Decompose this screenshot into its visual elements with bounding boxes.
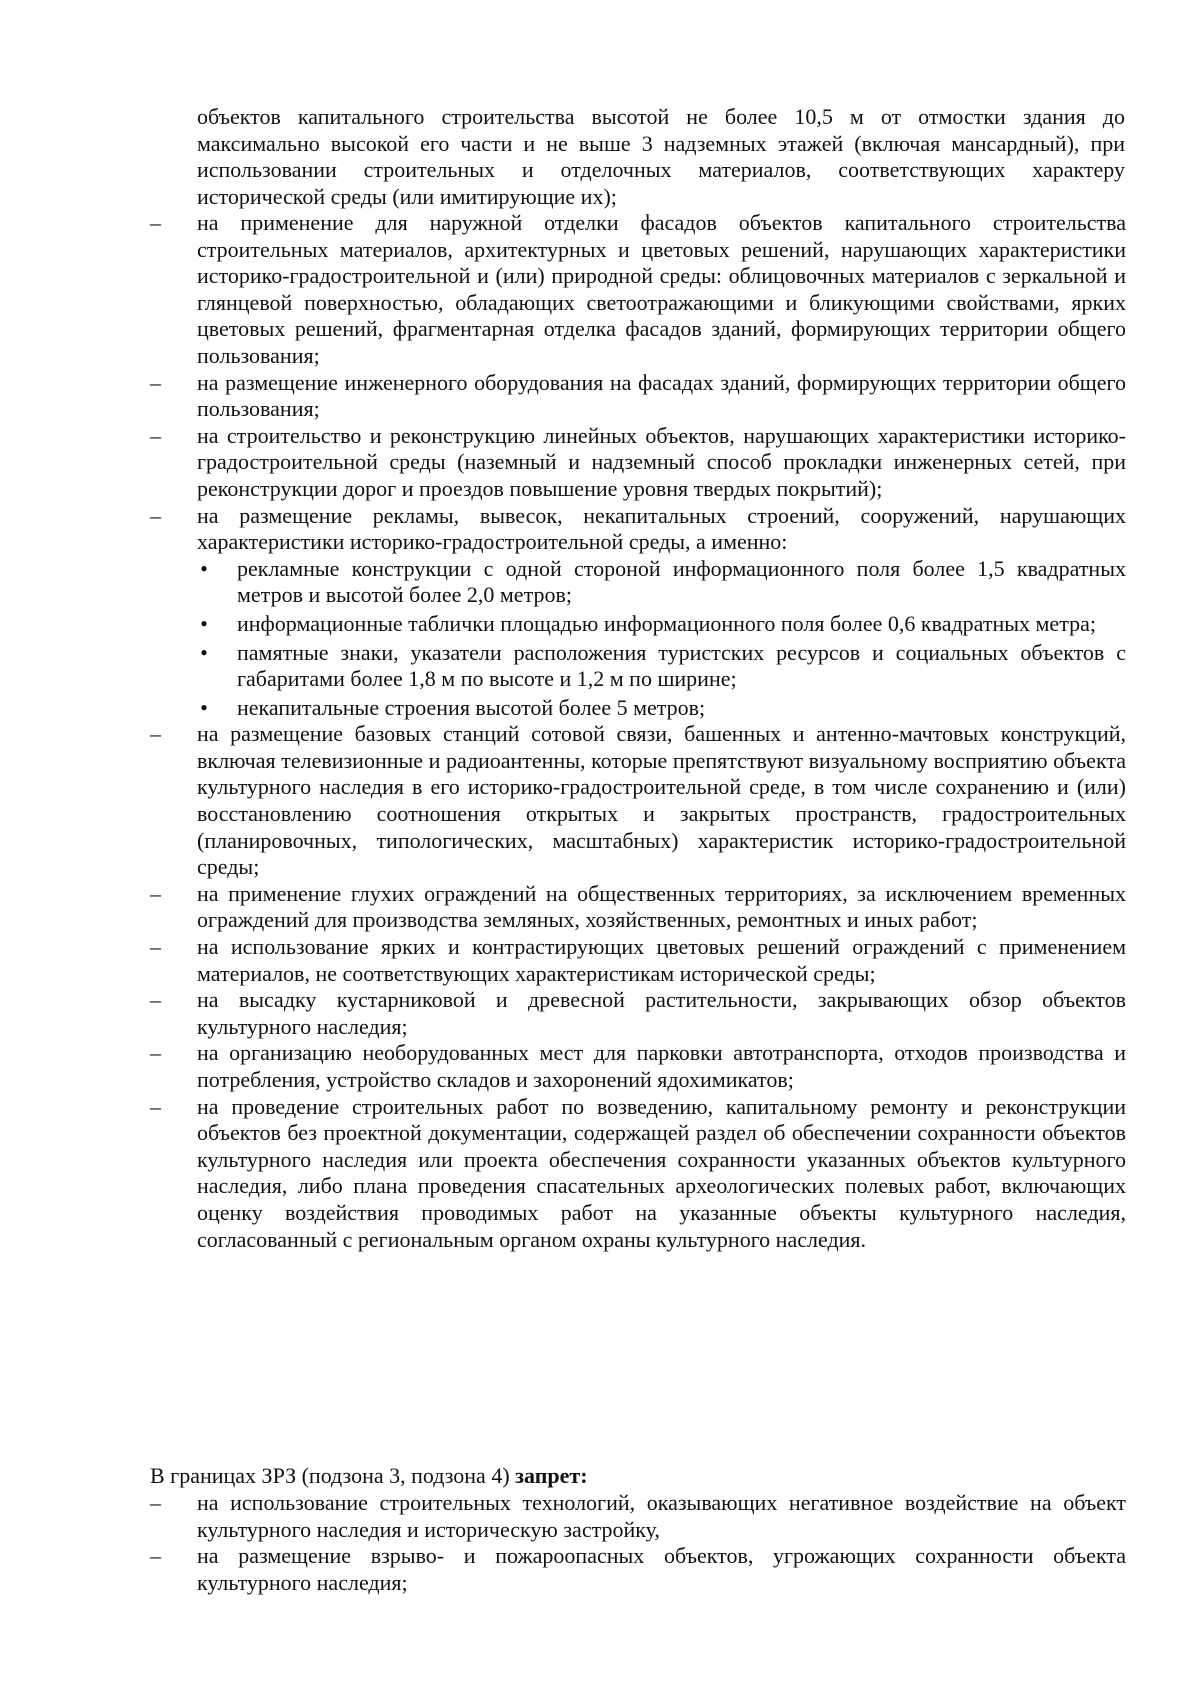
sublist-item-text: некапитальные строения высотой более 5 метров; <box>237 694 706 720</box>
dash-marker: – <box>150 1040 161 1066</box>
list-item <box>150 1543 1126 1596</box>
bullet-marker: • <box>200 639 208 665</box>
section-heading-bold: запрет: <box>515 1463 588 1488</box>
list-item-text: на размещение взрыво- и пожароопасных объектов, угрожающих сохранности объекта культурного наследия; <box>197 1543 1126 1595</box>
list-item-text: на использование строительных технологий, оказывающих негативное воздействие на объект культурного наследия и историческую застройку, <box>197 1490 1126 1542</box>
list-item <box>150 1040 1126 1093</box>
dash-marker: – <box>150 369 161 395</box>
sublist-item-text: информационные таблички площадью информационного поля более 0,6 квадратных метра; <box>237 610 1096 636</box>
dash-marker: – <box>150 880 161 906</box>
bullet-marker: • <box>200 694 208 720</box>
list-item-text: на размещение базовых станций сотовой связи, башенных и антенно-мачтовых конструкций, включая телевизионные и радиоантенны, которые препятствуют визуальному восприятию объекта культурного наследия в его историко-градостроительной среде, в том числе сохранению и (или) восстановлению соотношения открытых и закрытых пространств, градостроительных (планировочных, типологических, масштабных) характеристик историко-градостроительной среды; <box>197 721 1126 880</box>
section-heading <box>150 1463 1126 1490</box>
dash-marker: – <box>150 502 161 528</box>
advertising-sublist <box>197 556 1126 722</box>
sublist-item <box>197 556 1126 609</box>
list-item-text: на организацию необорудованных мест для парковки автотранспорта, отходов производства и потребления, устройство складов и захоронений ядохимикатов; <box>197 1040 1126 1092</box>
list-item <box>150 210 1126 370</box>
list-item-text: на проведение строительных работ по возведению, капитальному ремонту и реконструкции объектов без проектной документации, содержащей раздел об обеспечении сохранности объектов культурного наследия или проекта обеспечения сохранности указанных объектов культурного наследия, либо плана проведения спасательных археологических полевых работ, включающих оценку воздействия проводимых работ на указанные объекты культурного наследия, согласованный с региональным органом охраны культурного наследия. <box>197 1093 1126 1252</box>
sublist-item <box>197 695 1126 722</box>
restrictions-list <box>150 210 1126 1253</box>
continuation-paragraph: объектов капитального строительства высотой не более 10,5 м от отмостки здания до максимально высокой его части и не выше 3 надземных этажей (включая мансардный), при использовании строительных и отделочных материалов, соответствующих характеру исторической среды (или имитирующие их); <box>197 104 1125 209</box>
bullet-marker: • <box>200 555 208 581</box>
sublist-item-text: памятные знаки, указатели расположения туристских ресурсов и социальных объектов с габаритами более 1,8 м по высоте и 1,2 м по ширине; <box>237 639 1126 692</box>
dash-marker: – <box>150 422 161 448</box>
sublist-item <box>197 640 1126 693</box>
list-item <box>150 1490 1126 1543</box>
list-item-text: на использование ярких и контрастирующих цветовых решений ограждений с применением материалов, не соответствующих характеристикам исторической среды; <box>197 934 1126 986</box>
list-item-text: на применение для наружной отделки фасадов объектов капитального строительства строительных материалов, архитектурных и цветовых решений, нарушающих характеристики историко-градостроительной и (или) природной среды: облицовочных материалов с зеркальной и глянцевой поверхностью, обладающих светоотражающими и бликующими свойствами, ярких цветовых решений, фрагментарная отделка фасадов зданий, формирующих территории общего пользования; <box>197 210 1126 368</box>
list-item <box>150 423 1126 503</box>
list-item-text: на размещение рекламы, вывесок, некапитальных строений, сооружений, нарушающих характеристики историко-градостроительной среды, а именно: <box>197 502 1126 555</box>
list-item <box>150 881 1126 934</box>
list-item <box>150 934 1126 987</box>
dash-marker: – <box>150 1543 161 1569</box>
list-item <box>150 1094 1126 1254</box>
dash-marker: – <box>150 1490 161 1515</box>
sublist-item <box>197 611 1126 638</box>
zrz-restrictions-list <box>150 1490 1126 1596</box>
list-item-text: на высадку кустарниковой и древесной растительности, закрывающих обзор объектов культурного наследия; <box>197 987 1126 1039</box>
list-item-text: на строительство и реконструкцию линейных объектов, нарушающих характеристики историко-градостроительной среды (наземный и надземный способ прокладки инженерных сетей, при реконструкции дорог и проездов повышение уровня твердых покрытий); <box>197 422 1126 501</box>
list-item <box>150 987 1126 1040</box>
bullet-marker: • <box>200 610 208 636</box>
dash-marker: – <box>150 987 161 1013</box>
list-item <box>150 503 1126 722</box>
dash-marker: – <box>150 721 161 747</box>
list-item <box>150 370 1126 423</box>
list-item <box>150 721 1126 881</box>
dash-marker: – <box>150 1093 161 1119</box>
sublist-item-text: рекламные конструкции с одной стороной информационного поля более 1,5 квадратных метров и высотой более 2,0 метров; <box>237 555 1126 608</box>
dash-marker: – <box>150 934 161 960</box>
list-item-text: на применение глухих ограждений на общественных территориях, за исключением временных ограждений для производства земляных, хозяйственных, ремонтных и иных работ; <box>197 880 1126 933</box>
list-item-text: на размещение инженерного оборудования на фасадах зданий, формирующих территории общего пользования; <box>197 369 1126 422</box>
section-heading-text: В границах ЗРЗ (подзона 3, подзона 4) <box>150 1463 516 1488</box>
dash-marker: – <box>150 210 161 235</box>
